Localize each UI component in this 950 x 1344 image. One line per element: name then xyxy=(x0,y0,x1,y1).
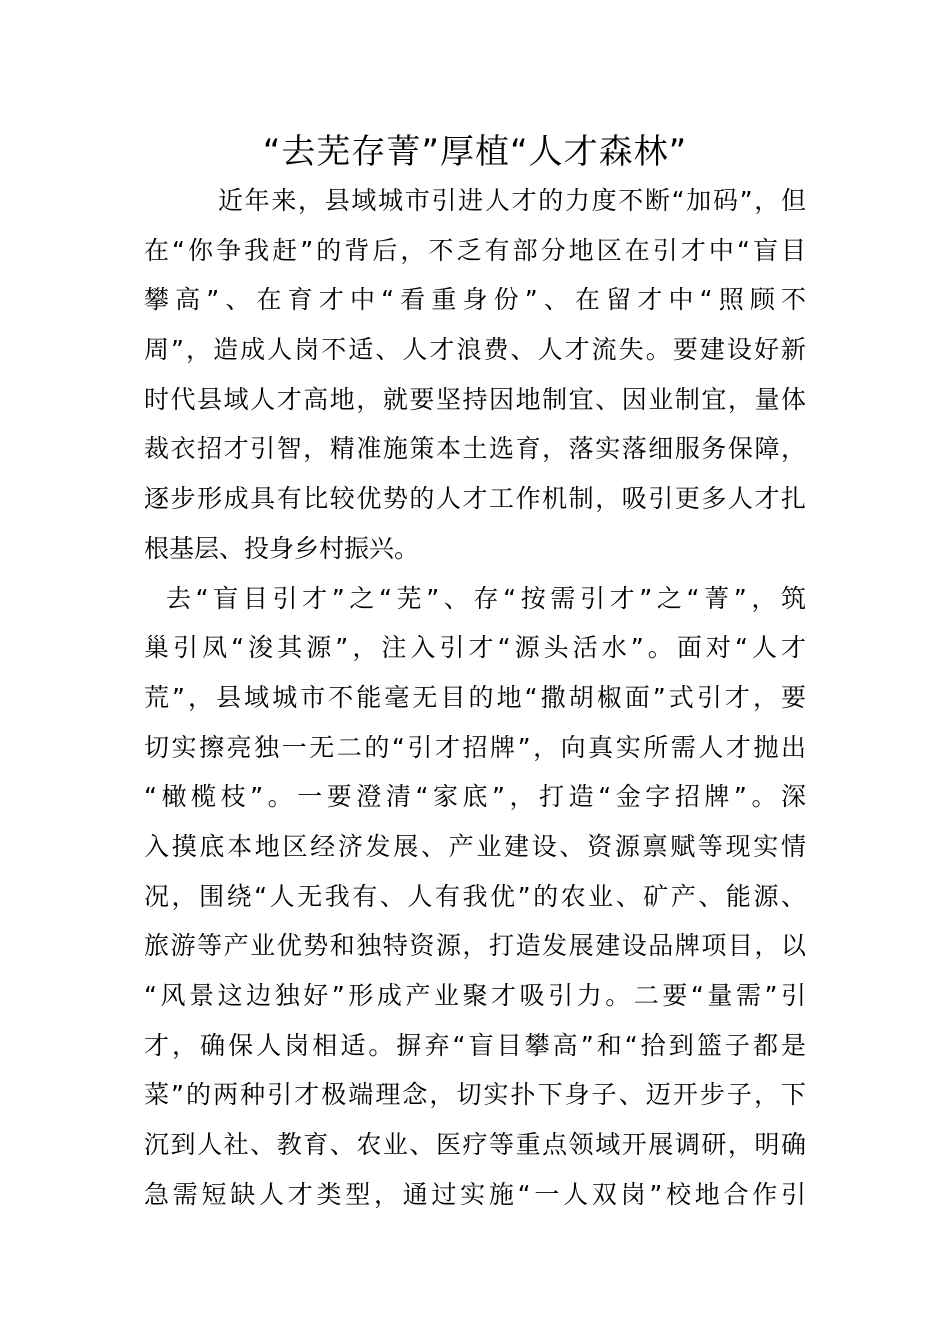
paragraph-2-line: 切实擦亮独一无二的“引才招牌”，向真实所需人才抛出 xyxy=(144,732,806,762)
paragraph-2-line: 况，围绕“人无我有、人有我优”的农业、矿产、能源、 xyxy=(144,881,806,911)
paragraph-2-line: “橄榄枝”。一要澄清“家底”，打造“金字招牌”。深 xyxy=(144,782,806,812)
document-body xyxy=(144,176,806,1219)
paragraph-2-line: 旅游等产业优势和独特资源，打造发展建设品牌项目，以 xyxy=(144,931,806,961)
paragraph-1-line: 周”，造成人岗不适、人才浪费、人才流失。要建设好新 xyxy=(144,335,806,365)
paragraph-1-line: 时代县域人才高地，就要坚持因地制宜、因业制宜，量体 xyxy=(144,384,806,414)
paragraph-1-line: 裁衣招才引智，精准施策本土选育，落实落细服务保障， xyxy=(144,434,806,464)
paragraph-2-line: 去“盲目引才”之“芜”、存“按需引才”之“菁”，筑 xyxy=(166,583,806,613)
paragraph-2-line: 入摸底本地区经济发展、产业建设、资源禀赋等现实情 xyxy=(144,831,806,861)
paragraph-1-line: 根基层、投身乡村振兴。 xyxy=(144,533,420,563)
paragraph-2-line: “风景这边独好”形成产业聚才吸引力。二要“量需”引 xyxy=(144,981,806,1010)
paragraph-2-line: 巢引凤“浚其源”，注入引才“源头活水”。面对“人才 xyxy=(144,633,806,663)
paragraph-2-line: 急需短缺人才类型，通过实施“一人双岗”校地合作引 xyxy=(144,1179,806,1209)
paragraph-2-line: 菜”的两种引才极端理念，切实扑下身子、迈开步子，下 xyxy=(144,1080,806,1110)
paragraph-1-line: 逐步形成具有比较优势的人才工作机制，吸引更多人才扎 xyxy=(144,484,806,514)
paragraph-1-line: 在“你争我赶”的背后，不乏有部分地区在引才中“盲目 xyxy=(144,235,806,265)
paragraph-1-line: 攀高”、在育才中“看重身份”、在留才中“照顾不 xyxy=(144,285,806,315)
paragraph-2-line: 荒”，县域城市不能毫无目的地“撒胡椒面”式引才，要 xyxy=(144,682,806,712)
paragraph-2-line: 才，确保人岗相适。摒弃“盲目攀高”和“拾到篮子都是 xyxy=(144,1030,806,1060)
document-title: “去芜存菁”厚植“人才森林” xyxy=(262,132,688,172)
paragraph-2-line: 沉到人社、教育、农业、医疗等重点领域开展调研，明确 xyxy=(144,1130,806,1160)
paragraph-1-line: 近年来，县域城市引进人才的力度不断“加码”，但 xyxy=(218,186,806,215)
